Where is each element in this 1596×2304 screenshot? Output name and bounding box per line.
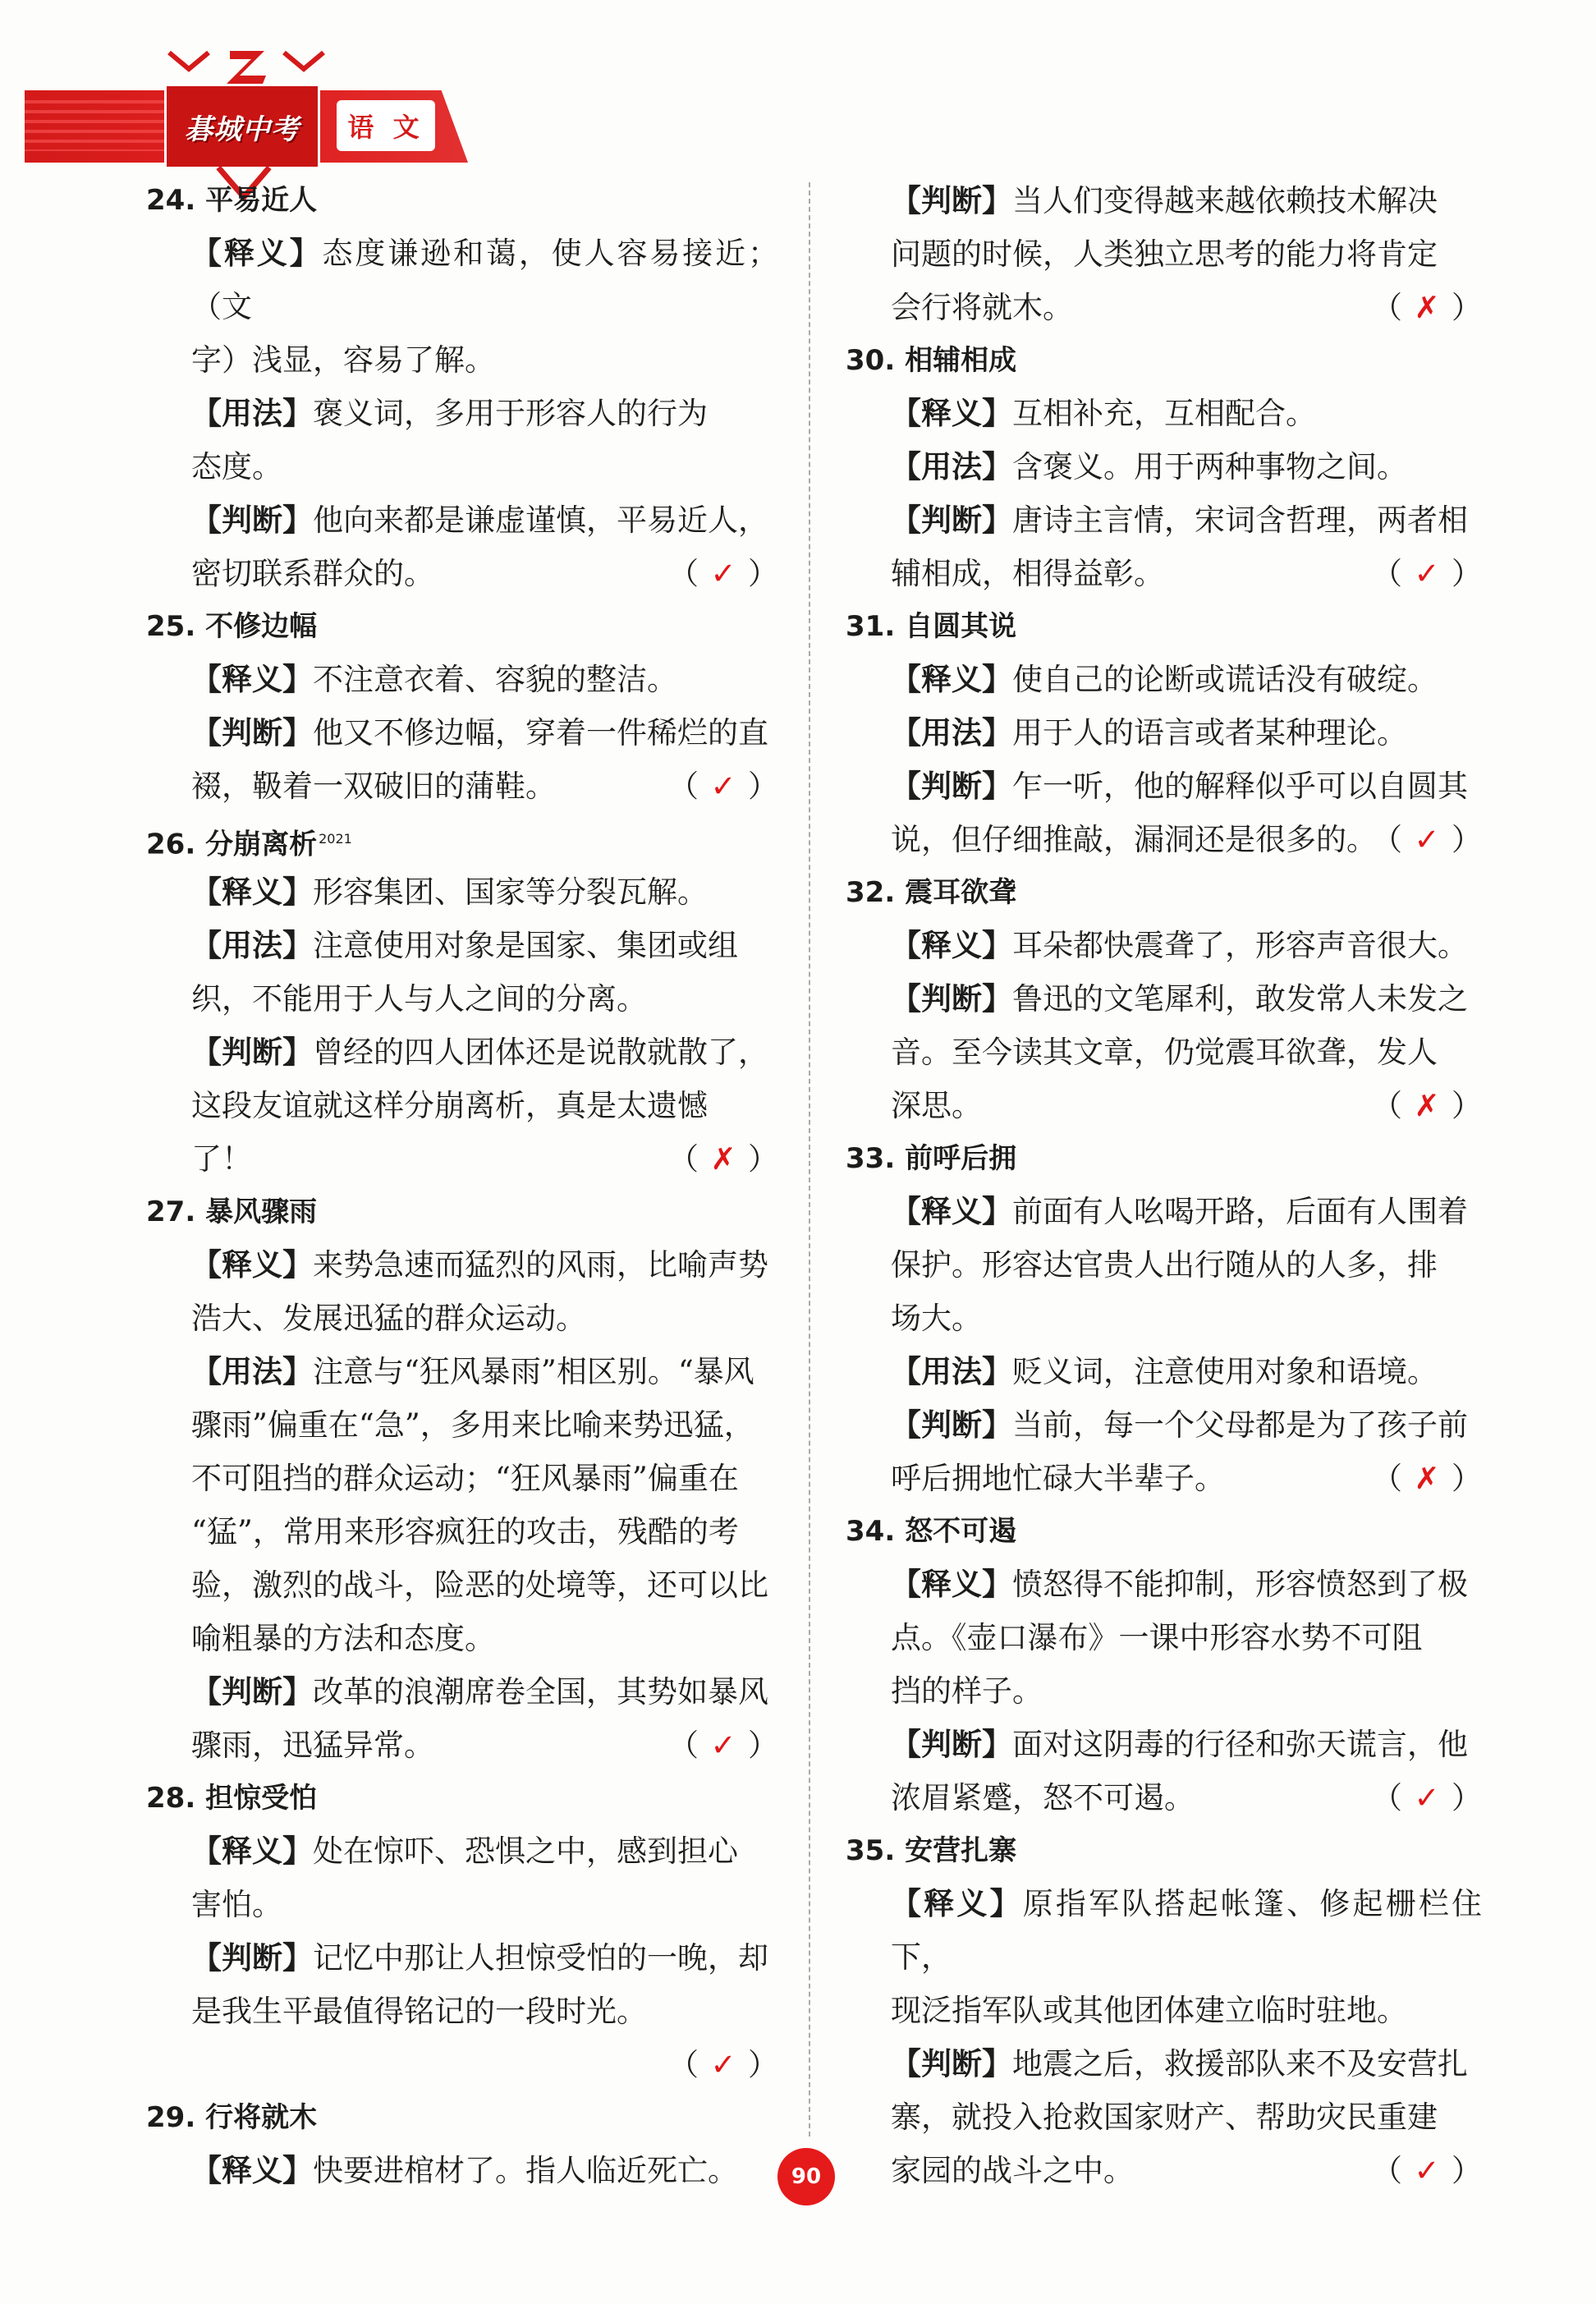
- section-tag: 【判断】: [891, 503, 1012, 538]
- entry-number: 30.: [846, 344, 906, 377]
- line-text: 耳朵都快震聋了，形容声音很大。: [1012, 928, 1468, 963]
- entry-line: [891, 2091, 1482, 2144]
- entry-idiom: 担惊受怕: [205, 1782, 318, 1815]
- section-tag: 【释义】: [891, 1194, 1012, 1229]
- judgment-mark: （ ✓ ）: [668, 547, 778, 600]
- entry-idiom: 行将就木: [205, 2101, 318, 2134]
- entry-number: 34.: [846, 1515, 906, 1548]
- entry-line: [191, 2144, 778, 2197]
- subject-label: 语 文: [347, 112, 424, 143]
- section-tag: 【判断】: [891, 183, 1012, 218]
- cross-icon: ✗: [1414, 290, 1440, 325]
- entry-line: [191, 760, 778, 813]
- entry-line: [191, 1238, 778, 1292]
- section-tag: 【用法】: [891, 449, 1012, 484]
- line-text: 浩大、发展迅猛的群众运动。: [191, 1301, 586, 1336]
- entry-idiom: 安营扎寨: [905, 1834, 1017, 1867]
- line-text: 来势急速而猛烈的风雨，比喻声势: [313, 1247, 768, 1283]
- line-text: 用于人的语言或者某种理论。: [1012, 715, 1407, 750]
- judgment-mark: （ ✓ ）: [668, 2038, 778, 2091]
- line-text: 鲁迅的文笔犀利，敢发常人未发之: [1012, 981, 1468, 1017]
- entry-idiom: 前呼后拥: [905, 1142, 1017, 1175]
- entry-line: [891, 1398, 1482, 1452]
- entry-line: [191, 1292, 778, 1345]
- section-tag: 【用法】: [191, 396, 313, 431]
- entry-line: [891, 174, 1482, 227]
- line-text: 说，但仔细推敲，漏洞还是很多的。: [891, 822, 1377, 857]
- line-text: 愤怒得不能抑制，形容愤怒到了极: [1012, 1567, 1468, 1602]
- entry-title: [146, 600, 778, 653]
- entry-title: [846, 866, 1482, 919]
- section-tag: 【释义】: [891, 928, 1012, 963]
- right-column: [846, 174, 1482, 2197]
- entry-title: [846, 334, 1482, 387]
- entry-number: 35.: [846, 1834, 906, 1867]
- judgment-mark: （ ✗ ）: [1372, 1452, 1482, 1505]
- line-text: 会行将就木。: [891, 290, 1073, 325]
- section-tag: 【用法】: [191, 928, 313, 963]
- entry-line: [191, 919, 778, 972]
- subject-tag: [337, 100, 435, 151]
- entry-line: [891, 919, 1482, 972]
- entry-line: [891, 1079, 1482, 1132]
- line-text: 乍一听，他的解释似乎可以自圆其: [1012, 769, 1468, 804]
- line-text: 他又不修边幅，穿着一件稀烂的直: [313, 715, 768, 750]
- judgment-mark: （ ✗ ）: [1372, 1079, 1482, 1132]
- section-tag: 【判断】: [191, 1035, 313, 1070]
- line-text: 字）浅显，容易了解。: [191, 342, 495, 378]
- section-tag: 【判断】: [191, 1940, 313, 1976]
- entry-line: [891, 1238, 1482, 1292]
- entry-number: 24.: [146, 184, 206, 217]
- section-tag: 【释义】: [191, 1247, 313, 1283]
- entry-title: [146, 813, 778, 865]
- line-text: 这段友谊就这样分崩离析，真是太遗憾: [191, 1088, 708, 1123]
- section-tag: 【判断】: [191, 715, 313, 750]
- check-icon: ✓: [710, 1728, 736, 1763]
- line-text: 呼后拥地忙碌大半辈子。: [891, 1461, 1225, 1496]
- entry-line: [191, 387, 778, 440]
- line-text: 辅相成，相得益彰。: [891, 556, 1164, 591]
- line-text: 当人们变得越来越依赖技术解决: [1012, 183, 1438, 218]
- cross-icon: ✗: [1414, 1088, 1440, 1123]
- line-text: 深思。: [891, 1088, 982, 1123]
- entry-title: [146, 2091, 778, 2144]
- column-divider: [809, 182, 810, 2136]
- line-text: 记忆中那让人担惊受怕的一晚，却: [313, 1940, 768, 1976]
- section-tag: 【判断】: [891, 1727, 1012, 1762]
- line-text: 他向来都是谦虚谨慎，平易近人，: [313, 503, 768, 538]
- entry-line: [891, 1984, 1482, 2037]
- header-banner: [25, 41, 468, 164]
- line-text: 织，不能用于人与人之间的分离。: [191, 981, 647, 1017]
- entry-line: [191, 1931, 778, 1985]
- idiom-entry: [146, 2091, 778, 2197]
- entry-number: 31.: [846, 610, 906, 643]
- line-text: 骤雨，迅猛异常。: [191, 1728, 434, 1763]
- cross-icon: ✗: [1414, 1461, 1440, 1496]
- page-number: 90: [777, 2148, 835, 2205]
- entry-line: [191, 1132, 778, 1186]
- entry-line: [191, 1345, 778, 1398]
- entry-idiom: 暴风骤雨: [205, 1196, 318, 1228]
- line-text: 是我生平最值得铭记的一段时光。: [191, 1994, 647, 2029]
- entry-line: [891, 281, 1482, 334]
- entry-line: [891, 1345, 1482, 1398]
- entry-idiom: 相辅相成: [905, 344, 1017, 377]
- section-tag: 【释义】: [891, 1567, 1012, 1602]
- idiom-entry: [846, 1505, 1482, 1824]
- section-tag: 【判断】: [891, 2046, 1012, 2081]
- line-text: 面对这阴毒的行径和弥天谎言，他: [1012, 1727, 1468, 1762]
- line-text: 寨，就投入抢救国家财产、帮助灾民重建: [891, 2100, 1438, 2135]
- entry-line: [191, 1665, 778, 1719]
- entry-line: [191, 2038, 778, 2091]
- entry-line: [891, 972, 1482, 1026]
- entry-line: [191, 493, 778, 547]
- entry-line: [891, 1185, 1482, 1238]
- idiom-entry: [846, 174, 1482, 334]
- entry-number: 28.: [146, 1782, 206, 1815]
- section-tag: 【判断】: [191, 503, 313, 538]
- entry-idiom: 自圆其说: [905, 610, 1017, 643]
- entry-line: [191, 1558, 778, 1612]
- entry-line: [191, 1985, 778, 2038]
- entry-line: [191, 227, 778, 333]
- line-text: 场大。: [891, 1301, 982, 1336]
- check-icon: ✓: [710, 769, 736, 804]
- line-text: 原指军队搭起帐篷、修起栅栏住下，: [891, 1886, 1483, 1975]
- check-icon: ✓: [1414, 556, 1440, 591]
- line-text: 不可阻挡的群众运动；“狂风暴雨”偏重在: [191, 1461, 739, 1496]
- entry-idiom: 平易近人: [205, 184, 318, 217]
- line-text: 态度谦逊和蔼，使人容易接近；（文: [191, 236, 779, 324]
- entry-line: [891, 1292, 1482, 1345]
- entry-line: [191, 1079, 778, 1132]
- entry-title: [146, 1186, 778, 1238]
- entry-number: 33.: [846, 1142, 906, 1175]
- entry-line: [891, 1452, 1482, 1505]
- entry-title: [846, 600, 1482, 653]
- entry-line: [891, 1877, 1482, 1984]
- line-text: 快要进棺材了。指人临近死亡。: [313, 2153, 738, 2188]
- left-column: [146, 174, 778, 2197]
- entry-title: [846, 1824, 1482, 1877]
- line-text: 喻粗暴的方法和态度。: [191, 1621, 495, 1656]
- line-text: 含褒义。用于两种事物之间。: [1012, 449, 1407, 484]
- line-text: 密切联系群众的。: [191, 556, 434, 591]
- entry-line: [891, 760, 1482, 813]
- section-tag: 【释义】: [191, 236, 323, 271]
- line-text: 家园的战斗之中。: [891, 2153, 1134, 2188]
- entry-idiom: 怒不可遏: [905, 1515, 1017, 1548]
- entry-line: [891, 813, 1482, 866]
- section-tag: 【释义】: [891, 1886, 1023, 1921]
- section-tag: 【用法】: [891, 715, 1012, 750]
- idiom-entry: [146, 174, 778, 600]
- entry-line: [191, 1398, 778, 1452]
- entry-line: [191, 1824, 778, 1878]
- entry-idiom: 不修边幅: [205, 610, 318, 643]
- judgment-mark: （ ✓ ）: [1372, 547, 1482, 600]
- line-text: 浓眉紧蹙，怒不可遏。: [891, 1780, 1195, 1815]
- entry-line: [191, 865, 778, 919]
- idiom-entry: [846, 334, 1482, 600]
- check-icon: ✓: [710, 2047, 736, 2082]
- entry-line: [891, 2144, 1482, 2197]
- line-text: 贬义词，注意使用对象和语境。: [1012, 1354, 1438, 1389]
- section-tag: 【释义】: [191, 1834, 313, 1869]
- line-text: 害怕。: [191, 1887, 282, 1922]
- section-tag: 【释义】: [191, 2153, 313, 2188]
- entry-line: [891, 2037, 1482, 2091]
- line-text: 处在惊吓、恐惧之中，感到担心: [313, 1834, 738, 1869]
- line-text: “猛”，常用来形容疯狂的攻击，残酷的考: [191, 1514, 739, 1549]
- line-text: 曾经的四人团体还是说散就散了，: [313, 1035, 768, 1070]
- check-icon: ✓: [1414, 2153, 1440, 2188]
- section-tag: 【释义】: [191, 874, 313, 910]
- section-tag: 【判断】: [891, 981, 1012, 1017]
- entry-line: [891, 1718, 1482, 1771]
- entry-line: [891, 706, 1482, 760]
- judgment-mark: （ ✗ ）: [1372, 281, 1482, 334]
- line-text: 态度。: [191, 449, 282, 484]
- exam-year-note: 2021: [319, 831, 352, 847]
- section-tag: 【判断】: [891, 769, 1012, 804]
- entry-line: [891, 387, 1482, 440]
- idiom-entry: [846, 1132, 1482, 1505]
- cross-icon: ✗: [710, 1141, 736, 1177]
- entry-line: [891, 1558, 1482, 1611]
- line-text: 挡的样子。: [891, 1673, 1043, 1709]
- line-text: 形容集团、国家等分裂瓦解。: [313, 874, 708, 910]
- idiom-entry: [146, 600, 778, 813]
- header-stripes: [25, 100, 164, 151]
- section-tag: 【释义】: [891, 396, 1012, 431]
- line-text: 地震之后，救援部队来不及安营扎: [1012, 2046, 1468, 2081]
- line-text: 骤雨”偏重在“急”，多用来比喻来势迅猛，: [191, 1407, 754, 1443]
- entry-line: [191, 333, 778, 387]
- entry-number: 32.: [846, 876, 906, 909]
- entry-line: [891, 227, 1482, 281]
- check-icon: ✓: [1414, 822, 1440, 857]
- entry-line: [191, 653, 778, 706]
- line-text: 现泛指军队或其他团体建立临时驻地。: [891, 1993, 1407, 2028]
- line-text: 互相补充，互相配合。: [1012, 396, 1316, 431]
- line-text: 褒义词，多用于形容人的行为: [313, 396, 708, 431]
- judgment-mark: （ ✓ ）: [1372, 2144, 1482, 2197]
- line-text: 裰，靸着一双破旧的蒲鞋。: [191, 769, 556, 804]
- line-text: 注意使用对象是国家、集团或组: [313, 928, 738, 963]
- entry-line: [191, 1452, 778, 1505]
- entry-line: [191, 1719, 778, 1772]
- brand-box: [164, 84, 320, 169]
- entry-line: [891, 653, 1482, 706]
- line-text: 了！: [191, 1141, 252, 1177]
- line-text: 注意与“狂风暴雨”相区别。“暴风: [313, 1354, 754, 1389]
- entry-idiom: 震耳欲聋: [905, 876, 1017, 909]
- line-text: 改革的浪潮席卷全国，其势如暴风: [313, 1674, 768, 1710]
- entry-line: [191, 1026, 778, 1079]
- judgment-mark: （ ✓ ）: [668, 760, 778, 813]
- check-icon: ✓: [710, 556, 736, 591]
- line-text: 当前，每一个父母都是为了孩子前: [1012, 1407, 1468, 1443]
- check-icon: ✓: [1414, 1780, 1440, 1815]
- entry-line: [891, 1771, 1482, 1824]
- entry-line: [191, 1612, 778, 1665]
- idiom-entry: [846, 1824, 1482, 2197]
- entry-number: 27.: [146, 1196, 206, 1228]
- line-text: 不注意衣着、容貌的整洁。: [313, 662, 677, 697]
- entry-line: [191, 1878, 778, 1931]
- entry-idiom: 分崩离析: [205, 828, 318, 861]
- entry-line: [891, 1026, 1482, 1079]
- line-text: 验，激烈的战斗，险恶的处境等，还可以比: [191, 1567, 768, 1603]
- brand-chevron-logo: [164, 48, 328, 85]
- entry-line: [191, 440, 778, 493]
- entry-number: 26.: [146, 828, 206, 861]
- section-tag: 【释义】: [191, 662, 313, 697]
- idiom-entry: [846, 866, 1482, 1132]
- judgment-mark: （ ✓ ）: [1372, 813, 1482, 866]
- entry-line: [191, 706, 778, 760]
- line-text: 前面有人吆喝开路，后面有人围着: [1012, 1194, 1468, 1229]
- entry-line: [891, 547, 1482, 600]
- line-text: 点。《壶口瀑布》一课中形容水势不可阻: [891, 1620, 1423, 1655]
- line-text: 音。至今读其文章，仍觉震耳欲聋，发人: [891, 1035, 1438, 1070]
- line-text: 唐诗主言情，宋词含哲理，两者相: [1012, 503, 1468, 538]
- entry-line: [191, 1505, 778, 1558]
- entry-line: [891, 493, 1482, 547]
- entry-title: [846, 1132, 1482, 1185]
- section-tag: 【判断】: [891, 1407, 1012, 1443]
- entry-title: [146, 1772, 778, 1824]
- entry-line: [891, 440, 1482, 493]
- judgment-mark: （ ✗ ）: [668, 1132, 778, 1186]
- idiom-entry: [146, 1772, 778, 2091]
- entry-number: 25.: [146, 610, 206, 643]
- entry-title: [846, 1505, 1482, 1558]
- entry-line: [891, 1611, 1482, 1664]
- brand-name: 碁城中考: [185, 112, 300, 146]
- line-text: 问题的时候，人类独立思考的能力将肯定: [891, 236, 1438, 272]
- idiom-entry: [146, 813, 778, 1186]
- entry-title: [146, 174, 778, 227]
- judgment-mark: （ ✓ ）: [1372, 1771, 1482, 1824]
- entry-line: [191, 972, 778, 1026]
- line-text: 使自己的论断或谎话没有破绽。: [1012, 662, 1438, 697]
- entry-line: [191, 547, 778, 600]
- entry-number: 29.: [146, 2101, 206, 2134]
- idiom-entry: [146, 1186, 778, 1772]
- entry-line: [891, 1664, 1482, 1718]
- line-text: 保护。形容达官贵人出行随从的人多，排: [891, 1247, 1438, 1283]
- judgment-mark: （ ✓ ）: [668, 1719, 778, 1772]
- section-tag: 【释义】: [891, 662, 1012, 697]
- idiom-entry: [846, 600, 1482, 866]
- section-tag: 【判断】: [191, 1674, 313, 1710]
- section-tag: 【用法】: [891, 1354, 1012, 1389]
- section-tag: 【用法】: [191, 1354, 313, 1389]
